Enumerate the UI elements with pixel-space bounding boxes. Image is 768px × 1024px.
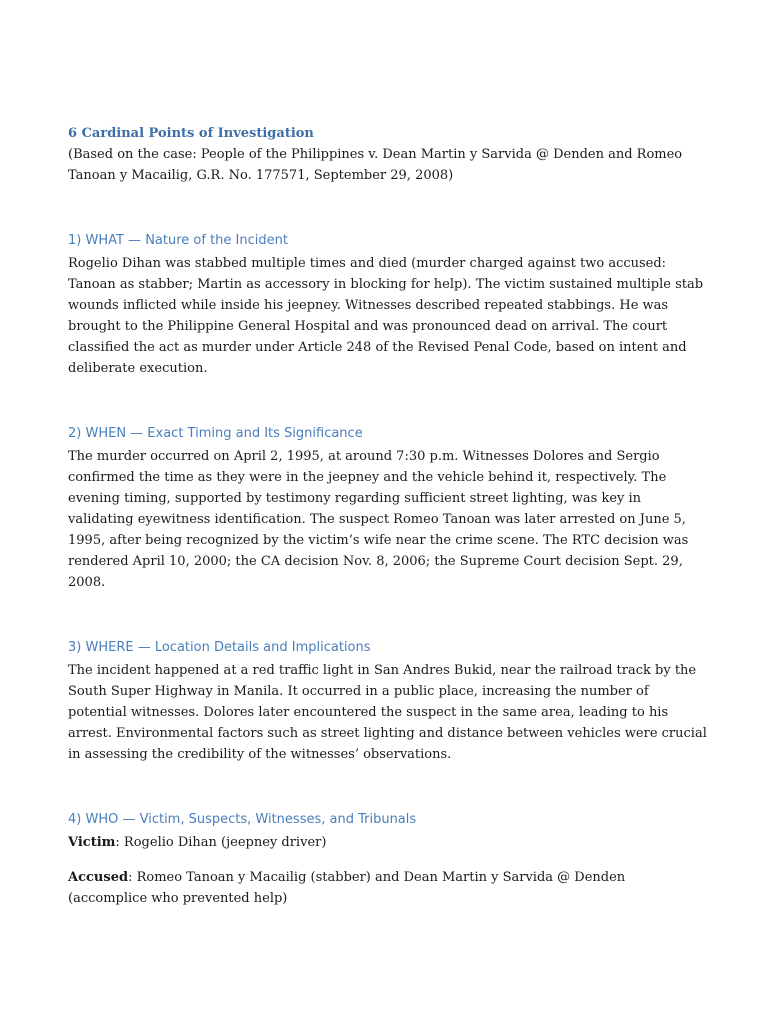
- section-body-what: Rogelio Dihan was stabbed multiple times and died (murder charged against two accused: Tanoan as stabber; Martin as accessory in blocking for help). The victim sustained multiple stab wounds inflicted while inside his jeepney. Witnesses described repeated stabbings. He was brought to the Philippine General Hospital and was pronounced dead on arrival. The court classified the act as murder under Article 248 of the Revised Penal Code, based on intent and deliberate execution.: [68, 256, 704, 376]
- section-body-when: The murder occurred on April 2, 1995, at around 7:30 p.m. Witnesses Dolores and Sergio confirmed the time as they were in the jeepney and the vehicle behind it, respectively. The evening timing, supported by testimony regarding sufficient street lighting, was key in validating eyewitness identification. The suspect Romeo Tanoan was later arrested on June 5, 1995, after being recognized by the victim’s wife near the crime scene. The RTC decision was rendered April 10, 2000; the CA decision Nov. 8, 2006; the Supreme Court decision Sept. 29, 2008.: [68, 449, 689, 590]
- victim-line: [68, 832, 708, 853]
- section-heading-when: 2) WHEN — Exact Timing and Its Significance: [68, 426, 363, 441]
- case-citation: (Based on the case: People of the Philippines v. Dean Martin y Sarvida @ Denden and Romeo Tanoan y Macailig, G.R. No. 177571, September 29, 2008): [68, 147, 683, 183]
- accused-text: : Romeo Tanoan y Macailig (stabber) and Dean Martin y Sarvida @ Denden (accomplice who prevented help): [68, 870, 626, 906]
- section-heading-what: 1) WHAT — Nature of the Incident: [68, 233, 288, 248]
- accused-line: [68, 867, 708, 909]
- document-title: 6 Cardinal Points of Investigation: [68, 126, 314, 141]
- victim-label: Victim: [68, 835, 116, 850]
- accused-label: Accused: [68, 870, 129, 885]
- victim-text: : Rogelio Dihan (jeepney driver): [115, 835, 327, 850]
- document-page: [68, 124, 708, 909]
- section-body-where: The incident happened at a red traffic light in San Andres Bukid, near the railroad track by the South Super Highway in Manila. It occurred in a public place, increasing the number of potential witnesses. Dolores later encountered the suspect in the same area, leading to his arrest. Environmental factors such as street lighting and distance between vehicles were crucial in assessing the credibility of the witnesses’ observations.: [68, 663, 707, 762]
- section-heading-who: 4) WHO — Victim, Suspects, Witnesses, and Tribunals: [68, 812, 417, 827]
- section-heading-where: 3) WHERE — Location Details and Implications: [68, 640, 371, 655]
